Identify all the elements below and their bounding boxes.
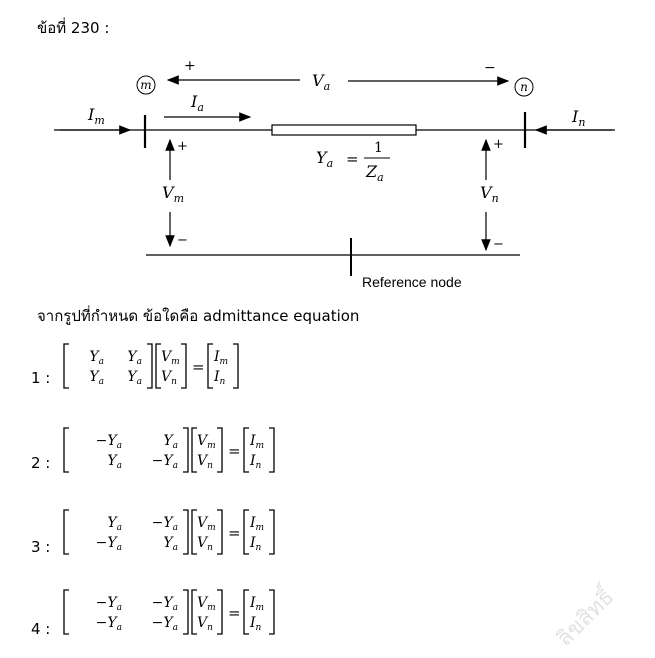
question-text: จากรูปที่กำหนด ข้อใดคือ admittance equation [37, 307, 360, 325]
option-2-equals: = [228, 442, 241, 460]
option-1-matrix-right-bracket [147, 344, 152, 388]
options-layer [64, 344, 274, 634]
option-1-v-bottom: $V_n$ [161, 369, 177, 387]
option-1-i-right-bracket [233, 344, 238, 388]
vm-minus-sign: − [177, 233, 188, 248]
option-3-equals: = [228, 524, 241, 542]
option-2-i-bottom: $I_n$ [250, 453, 262, 471]
ya-label: $Y_a$ [316, 148, 334, 170]
option-1-i-bottom: $I_n$ [214, 369, 226, 387]
im-label: $I_m$ [88, 105, 105, 127]
option-4-v-bottom: $V_n$ [197, 615, 213, 633]
option-3-v-top: $V_m$ [197, 515, 216, 533]
option-1-equals: = [192, 358, 205, 376]
option-4-v-right-bracket [217, 590, 222, 634]
option-4-i-top: $I_m$ [250, 595, 265, 613]
option-3-matrix-right-bracket [183, 510, 188, 554]
vn-label: $V_n$ [480, 183, 499, 205]
option-3-i-right-bracket [269, 510, 274, 554]
option-4-matrix-right-bracket [183, 590, 188, 634]
option-2-v-right-bracket [217, 428, 222, 472]
option-3-matrix-cell-0-1: $-Y_a$ [151, 515, 178, 533]
option-3-i-top: $I_m$ [250, 515, 265, 533]
option-1-v-right-bracket [181, 344, 186, 388]
vm-label: $V_m$ [162, 183, 184, 205]
option-1-matrix-cell-0-1: $Y_a$ [127, 349, 142, 367]
option-2-v-top: $V_m$ [197, 433, 216, 451]
option-2-number[interactable]: 2 : [31, 454, 51, 472]
option-1-i-left-bracket [208, 344, 213, 388]
option-2-i-left-bracket [244, 428, 249, 472]
option-4-matrix-left-bracket [64, 590, 69, 634]
option-4-equation [64, 590, 274, 634]
option-3-number[interactable]: 3 : [31, 538, 51, 556]
node-n-label: n [520, 80, 528, 94]
option-4-equals: = [228, 604, 241, 622]
ya-equals: = [346, 150, 359, 168]
va-plus-sign: + [184, 58, 196, 74]
option-3-v-right-bracket [217, 510, 222, 554]
option-1-i-top: $I_m$ [214, 349, 229, 367]
ia-label: $I_a$ [191, 92, 204, 114]
za-label: $Z_a$ [366, 162, 384, 184]
option-1-v-top: $V_m$ [161, 349, 180, 367]
option-4-matrix-cell-1-1: $-Y_a$ [151, 615, 178, 633]
vn-minus-sign: − [493, 237, 504, 252]
in-label: $I_n$ [572, 107, 586, 129]
option-2-matrix-cell-0-0: $-Y_a$ [95, 433, 122, 451]
fraction-numerator: 1 [374, 140, 383, 156]
option-4-number[interactable]: 4 : [31, 620, 51, 638]
option-1-equation [64, 344, 238, 388]
option-2-equation [64, 428, 274, 472]
watermark: ลิขสิทธิ์ [552, 584, 620, 652]
option-1-matrix-cell-1-1: $Y_a$ [127, 369, 142, 387]
option-3-matrix-cell-1-0: $-Y_a$ [95, 535, 122, 553]
option-3-matrix-cell-0-0: $Y_a$ [107, 515, 122, 533]
option-2-i-right-bracket [269, 428, 274, 472]
option-3-i-bottom: $I_n$ [250, 535, 262, 553]
option-4-matrix-cell-1-0: $-Y_a$ [95, 615, 122, 633]
option-3-matrix-cell-1-1: $Y_a$ [163, 535, 178, 553]
option-2-matrix-left-bracket [64, 428, 69, 472]
option-2-matrix-cell-1-0: $Y_a$ [107, 453, 122, 471]
option-2-matrix-cell-0-1: $Y_a$ [163, 433, 178, 451]
option-4-matrix-cell-0-1: $-Y_a$ [151, 595, 178, 613]
reference-node-label: Reference node [362, 274, 462, 290]
option-4-i-left-bracket [244, 590, 249, 634]
option-3-matrix-left-bracket [64, 510, 69, 554]
option-1-matrix-left-bracket [64, 344, 69, 388]
option-3-v-bottom: $V_n$ [197, 535, 213, 553]
option-3-i-left-bracket [244, 510, 249, 554]
va-minus-sign: − [484, 60, 496, 76]
question-title: ข้อที่ 230 : [37, 19, 110, 37]
option-4-matrix-cell-0-0: $-Y_a$ [95, 595, 122, 613]
option-2-v-bottom: $V_n$ [197, 453, 213, 471]
option-1-matrix-cell-0-0: $Y_a$ [89, 349, 104, 367]
option-1-matrix-cell-1-0: $Y_a$ [89, 369, 104, 387]
vm-plus-sign: + [177, 139, 188, 154]
option-4-i-right-bracket [269, 590, 274, 634]
option-3-equation [64, 510, 274, 554]
va-label: $V_a$ [312, 71, 331, 93]
option-2-matrix-cell-1-1: $-Y_a$ [151, 453, 178, 471]
option-4-i-bottom: $I_n$ [250, 615, 262, 633]
node-m-label: m [140, 78, 152, 92]
impedance-element [272, 125, 416, 135]
vn-plus-sign: + [493, 137, 504, 152]
option-1-number[interactable]: 1 : [31, 369, 51, 387]
option-2-matrix-right-bracket [183, 428, 188, 472]
option-2-i-top: $I_m$ [250, 433, 265, 451]
option-4-v-top: $V_m$ [197, 595, 216, 613]
